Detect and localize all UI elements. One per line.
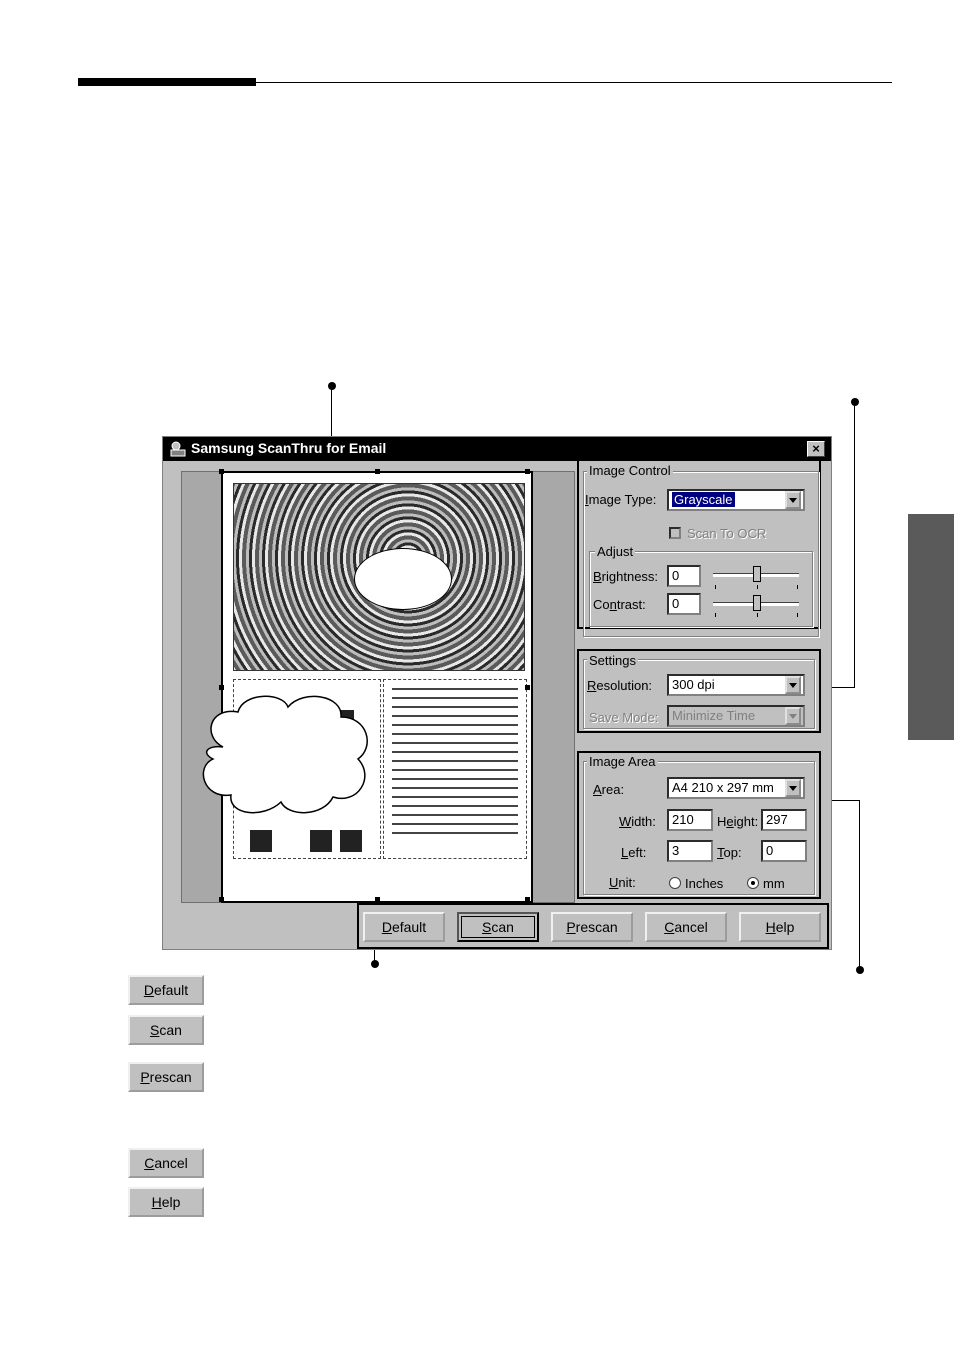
slider-tick [797,585,798,589]
callout-bubble-photo [354,548,452,610]
resolution-label: Resolution: [587,678,653,693]
save-mode-label: Save Mode: [589,710,659,725]
slider-tick [757,585,758,589]
image-control-label: Image Control [589,463,671,478]
chevron-down-icon[interactable] [785,707,801,725]
chevron-down-icon[interactable] [785,676,801,694]
crop-handle[interactable] [219,685,224,690]
chapter-side-tab [908,514,954,740]
legend-default-button[interactable]: Default [128,975,204,1005]
contrast-label: Contrast: [593,597,646,612]
scan-to-ocr-checkbox[interactable] [669,527,681,539]
unit-label: Unit: [609,875,636,890]
prescan-button[interactable]: Prescan [551,912,633,942]
area-label: Area: [593,782,625,797]
legend-prescan-button[interactable]: Prescan [128,1062,204,1092]
image-type-label: Image Type: [585,492,657,507]
text-lines [392,688,518,841]
width-input[interactable]: 210 [667,809,713,831]
image-type-select[interactable] [667,489,805,511]
close-button[interactable]: × [807,441,825,457]
settings-label: Settings [589,653,636,668]
cancel-button[interactable]: Cancel [645,912,727,942]
chevron-down-icon[interactable] [785,779,801,797]
crop-handle[interactable] [219,469,224,474]
callout-dot-settings [851,398,859,406]
chevron-down-icon[interactable] [785,491,801,509]
save-mode-select[interactable] [667,705,805,727]
preview-photo [233,483,525,671]
crop-handle[interactable] [525,685,530,690]
left-label: Left: [621,845,647,860]
top-label: Top: [717,845,742,860]
resolution-value: 300 dpi [672,677,715,692]
callout-dot-preview [328,382,336,390]
height-input[interactable]: 297 [761,809,807,831]
preview-page[interactable] [221,471,533,903]
image-type-value: Grayscale [674,492,733,507]
brightness-input[interactable]: 0 [667,565,701,587]
crop-handle[interactable] [219,897,224,902]
legend-cancel-button[interactable]: Cancel [128,1148,204,1178]
slider-tick [757,613,758,617]
header-rule-thin [256,82,892,83]
adjust-group [589,551,813,627]
contrast-input[interactable]: 0 [667,593,701,615]
adjust-label: Adjust [597,544,634,559]
crop-handle[interactable] [375,469,380,474]
legend-help-button[interactable]: Help [128,1187,204,1217]
header-rule-thick [78,78,256,86]
image-area-label: Image Area [589,754,656,769]
crop-handle[interactable] [525,469,530,474]
scanner-app-icon [169,440,187,458]
callout-line-settings [854,402,855,688]
slider-tick [797,613,798,617]
scan-to-ocr-label: Scan To OCR [687,526,767,541]
crop-handle[interactable] [375,897,380,902]
crop-handle[interactable] [525,897,530,902]
resolution-select[interactable] [667,674,805,696]
callout-bubble-preview [193,687,377,837]
slider-tick [715,613,716,617]
help-button[interactable]: Help [739,912,821,942]
unit-radio-mm[interactable] [747,877,759,889]
scanthru-dialog [162,436,832,950]
brightness-label: Brightness: [593,569,659,584]
area-select[interactable] [667,777,805,799]
height-label: Height: [717,814,759,829]
contrast-slider-thumb[interactable] [753,595,761,611]
legend-scan-button[interactable]: Scan [128,1015,204,1045]
top-input[interactable]: 0 [761,840,807,862]
callout-dot-area [856,966,864,974]
width-label: Width: [619,814,656,829]
dialog-title: Samsung ScanThru for Email [191,440,387,456]
area-value: A4 210 x 297 mm [672,780,774,795]
scan-button[interactable]: Scan [457,912,539,942]
slider-tick [715,585,716,589]
callout-line-area [859,800,860,968]
left-input[interactable]: 3 [667,840,713,862]
default-button[interactable]: Default [363,912,445,942]
unit-inches-label: Inches [685,876,724,891]
unit-mm-label: mm [763,876,785,891]
unit-radio-inches[interactable] [669,877,681,889]
callout-dot-buttons [371,960,379,968]
save-mode-value: Minimize Time [672,708,756,723]
preview-text-block [383,679,527,859]
brightness-slider-thumb[interactable] [753,566,761,582]
